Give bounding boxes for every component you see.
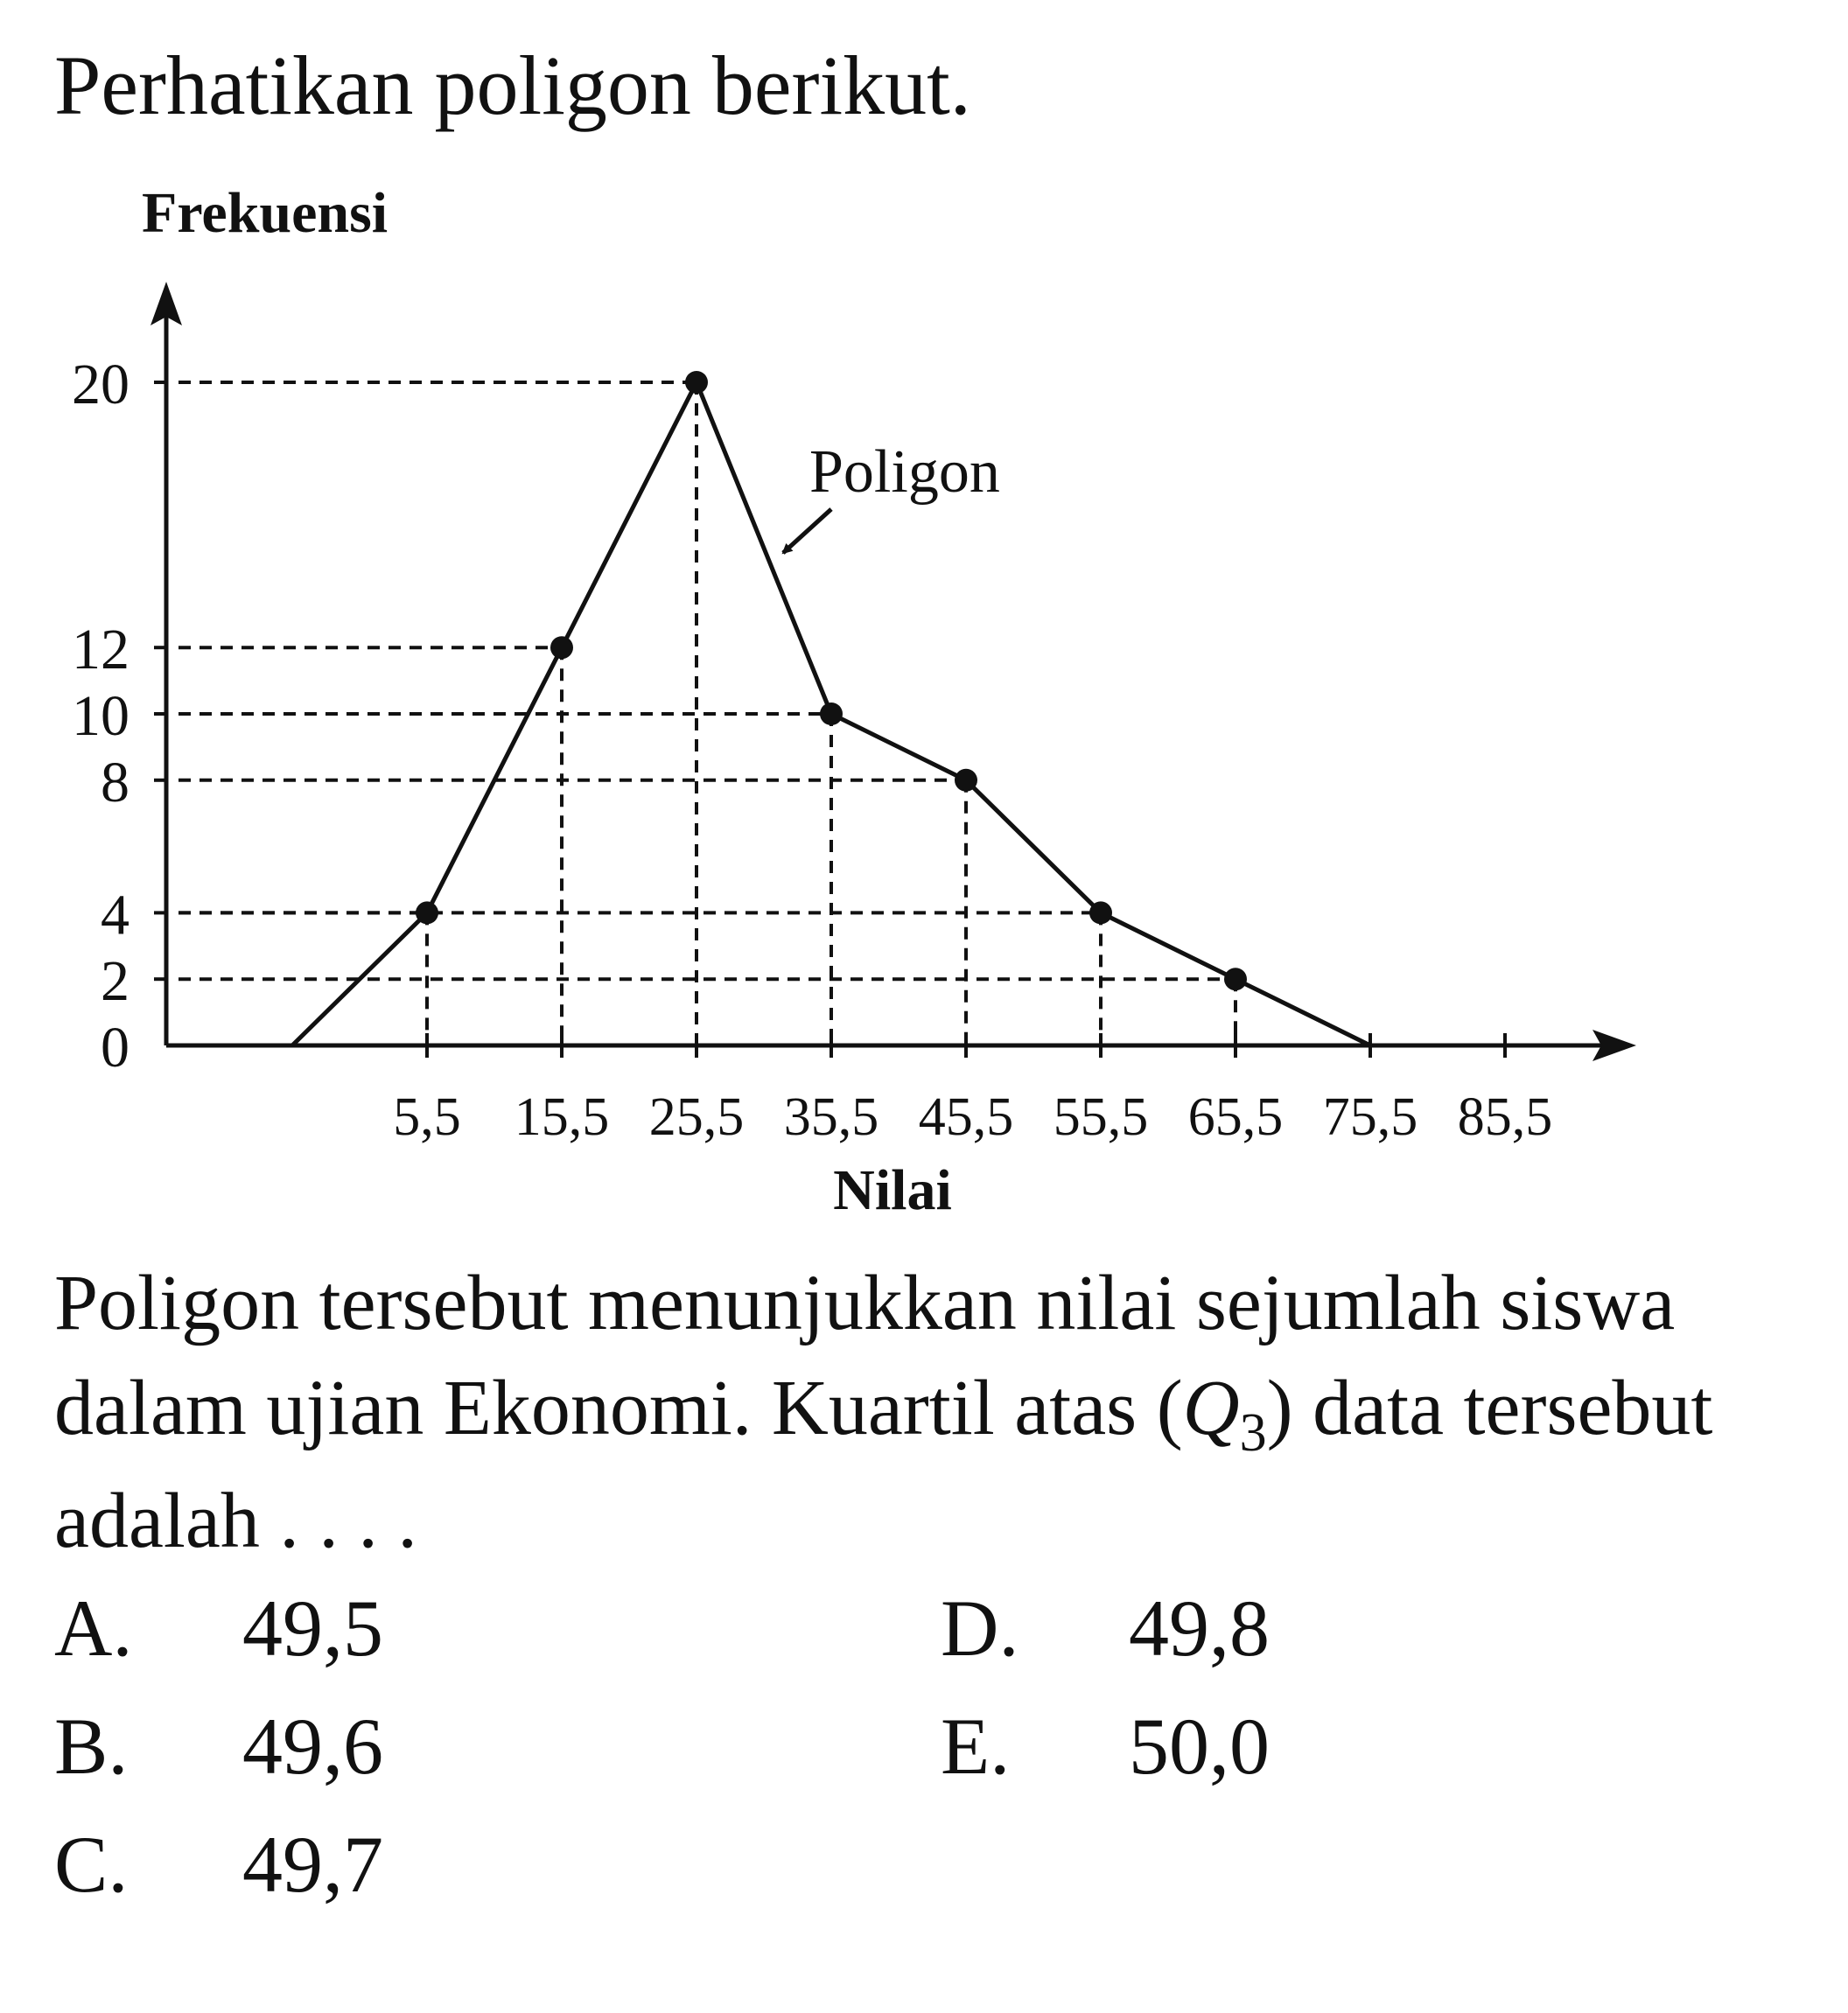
x-tick-label: 45,5 xyxy=(918,1087,1014,1147)
x-tick-label: 15,5 xyxy=(514,1087,610,1147)
data-point xyxy=(416,901,438,924)
y-tick-label: 8 xyxy=(101,750,130,814)
data-point xyxy=(685,371,708,394)
y-tick-label: 12 xyxy=(72,618,130,682)
data-point xyxy=(820,702,843,725)
x-tick-label: 55,5 xyxy=(1053,1087,1149,1147)
x-tick-label: 35,5 xyxy=(783,1087,879,1147)
data-point xyxy=(955,769,977,792)
q3-symbol: $Q_3$ xyxy=(1182,1364,1267,1463)
y-tick-label: 10 xyxy=(72,684,130,748)
question-text xyxy=(54,1251,1769,1574)
polygon-annotation: Poligon xyxy=(809,438,1000,506)
data-point xyxy=(1089,901,1112,924)
annotation-arrow-icon xyxy=(783,509,831,553)
data-point xyxy=(550,636,573,659)
x-tick-label: 5,5 xyxy=(393,1087,461,1147)
option-e[interactable]: E. 50,0 xyxy=(941,1702,1270,1791)
option-b[interactable]: B. 49,6 xyxy=(54,1702,383,1791)
question-after: ) data tersebut adalah . . . . xyxy=(54,1364,1713,1565)
x-tick-label: 75,5 xyxy=(1322,1087,1418,1147)
x-tick-label: 65,5 xyxy=(1187,1087,1284,1147)
x-axis-title: Nilai xyxy=(833,1158,952,1222)
option-c[interactable]: C. 49,7 xyxy=(54,1820,383,1909)
y-tick-label: 2 xyxy=(101,949,130,1014)
y-tick-label: 20 xyxy=(72,353,130,416)
intro-text: Perhatikan poligon berikut. xyxy=(54,38,971,132)
y-axis-title: Frekuensi xyxy=(142,181,388,245)
y-tick-label: 0 xyxy=(101,1016,130,1080)
data-point xyxy=(1224,968,1247,990)
x-tick-label: 85,5 xyxy=(1457,1087,1553,1147)
x-tick-label: 25,5 xyxy=(648,1087,745,1147)
option-a[interactable]: A. 49,5 xyxy=(54,1583,383,1673)
option-d[interactable]: D. 49,8 xyxy=(941,1583,1270,1673)
question-before: Poligon tersebut menunjukkan nilai sejumlah siswa dalam ujian Ekonomi. Kuartil atas ( xyxy=(54,1260,1676,1451)
y-tick-label: 4 xyxy=(101,883,130,947)
